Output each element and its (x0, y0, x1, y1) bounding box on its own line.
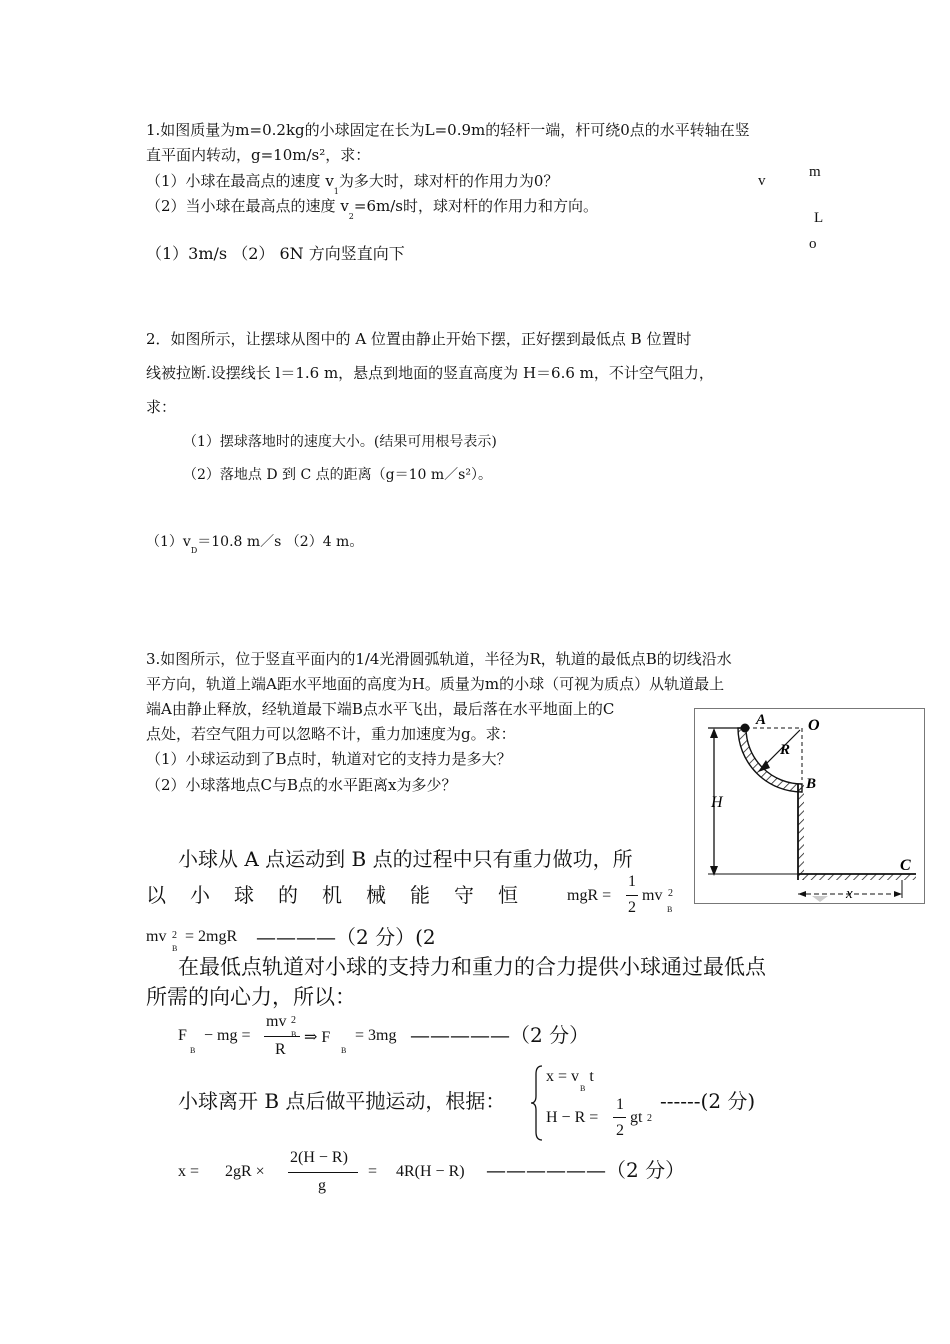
q3-eq1-sup: 2 (668, 888, 673, 899)
q3-solution-line3: 在最低点轨道对小球的支持力和重力的合力提供小球通过最低点 (178, 955, 766, 979)
q1-item1-text-a: （1）小球在最高点的速度 v (146, 172, 334, 190)
q2-stem-line1: 2．如图所示，让摆球从图中的 A 位置由静止开始下摆，正好摆到最低点 B 位置时 (146, 330, 692, 348)
q3-sys-eq1-b: t (589, 1068, 594, 1085)
q3-eq3-mid: − mg = (204, 1027, 251, 1044)
q3-fig-label-C: C (900, 857, 911, 874)
q3-eq1-rhs: mv (642, 887, 663, 904)
q2-answer-sub: D (190, 546, 198, 555)
q1-figure-label-L: L (814, 210, 824, 226)
q3-eq2-sub: B (172, 944, 178, 953)
q3-fig-label-B: B (806, 776, 817, 792)
q3-item2: （2）小球落地点C与B点的水平距离x为多少？ (146, 776, 457, 794)
q3-stem-line1: 3.如图所示，位于竖直平面内的1/4光滑圆弧轨道，半径为R，轨道的最低点B的切线沿水 (146, 650, 732, 668)
q3-eq3-den: R (275, 1041, 286, 1058)
q3-eq5-den: g (318, 1177, 326, 1194)
q3-eq2-lhs: mv (146, 928, 167, 945)
q3-fig-label-H: H (711, 794, 723, 811)
q3-sys-eq1 (546, 1068, 594, 1093)
q1-item2 (146, 195, 598, 221)
q3-eq5-equals: = (368, 1163, 378, 1180)
q3-solution-line2: 以小球的机械能守恒 (146, 883, 542, 907)
q3-sys-eq1-sub: B (580, 1084, 586, 1093)
q1-item2-sub: 2 (348, 212, 354, 221)
q2-stem-line2: 线被拉断.设摆线长 l＝1.6 m，悬点到地面的竖直高度为 H＝6.6 m，不计空气阻力， (146, 364, 714, 382)
q3-eq3-num-sup: 2 (291, 1015, 296, 1026)
q3-eq1-num: 1 (628, 873, 636, 890)
q3-stem-line3: 端A由静止释放，经轨道最下端B点水平飞出，最后落在水平地面上的C (146, 700, 615, 718)
q2-item2: （2）落地点 D 到 C 点的距离（g＝10 m／s²）。 (183, 467, 492, 483)
q3-sys-eq2-b: gt (630, 1109, 643, 1126)
q3-eq5-fraction-bar (288, 1172, 358, 1173)
q3-system-brace (530, 1064, 544, 1142)
q3-eq1-sub: B (667, 905, 673, 914)
q1-item2-text-b: =6m/s时，球对杆的作用力和方向。 (353, 197, 598, 215)
q3-eq3-sub: B (190, 1046, 196, 1055)
q3-eq5-result: 4R(H − R) (396, 1163, 465, 1180)
q3-eq1-lhs: mgR = (567, 887, 612, 904)
q2-answer-b: ＝10.8 m／s （2）4 m。 (197, 534, 364, 550)
q1-item1-text-b: 为多大时，球对杆的作用力为0？ (338, 172, 559, 190)
q3-eq3-fraction-bar (264, 1036, 300, 1037)
q3-eq5-x: x = (178, 1163, 200, 1180)
q3-eq5-a: 2gR × (225, 1163, 265, 1180)
q3-sys-eq2-den: 2 (616, 1122, 624, 1139)
q3-sys-eq1-a: x = v (546, 1068, 580, 1085)
q1-figure-label-m: m (809, 164, 821, 180)
q3-eq3-F: F (178, 1027, 187, 1044)
q3-sys-eq2-fraction-bar (613, 1117, 626, 1118)
q3-solution-line4: 所需的向心力，所以： (146, 985, 356, 1009)
q3-solution-line1: 小球从 A 点运动到 B 点的过程中只有重力做功，所 (178, 847, 633, 871)
q3-eq5-tail: ——————（2 分） (486, 1158, 686, 1182)
q3-sys-eq2-num: 1 (616, 1096, 624, 1113)
q1-item1-sub: 1 (333, 187, 339, 196)
q2-answer (146, 531, 364, 555)
q3-solution-line5: 小球离开 B 点后做平抛运动，根据： (178, 1089, 506, 1113)
q3-system-tail: ------(2 分) (660, 1089, 756, 1113)
q1-stem-line1: 1.如图质量为m=0.2kg的小球固定在长为L=0.9m的轻杆一端，杆可绕0点的水平转轴在竖 (146, 121, 750, 139)
q3-item1: （1）小球运动到了B点时，轨道对它的支持力是多大？ (146, 750, 512, 768)
q3-stem-line4: 点处，若空气阻力可以忽略不计，重力加速度为g。求： (146, 725, 516, 743)
q3-fig-label-A: A (756, 712, 767, 728)
q2-item1: （1）摆球落地时的速度大小。(结果可用根号表示) (183, 434, 497, 450)
q3-eq1-fraction-bar (626, 895, 638, 896)
q3-sys-eq2-sup: 2 (647, 1113, 652, 1124)
q3-eq3-tail: —————（2 分） (410, 1023, 590, 1047)
q3-sys-eq2-a: H − R = (546, 1109, 599, 1126)
q3-eq5-num: 2(H − R) (290, 1149, 348, 1166)
q1-figure-label-v: v (758, 173, 766, 189)
q3-fig-label-O: O (808, 717, 820, 734)
q1-figure-label-o: o (809, 236, 817, 252)
q3-eq3-num: mv (266, 1013, 287, 1030)
q3-eq2-rhs: = 2mgR (185, 928, 238, 945)
q3-track-figure (694, 708, 925, 904)
q3-eq2-sup: 2 (172, 930, 177, 941)
q2-answer-a: （1）v (146, 534, 191, 550)
q3-eq2-tail: ————（2 分）(2 (256, 925, 436, 949)
q3-eq1-den: 2 (628, 899, 636, 916)
q2-stem-line3: 求： (146, 398, 177, 416)
q3-fig-label-R: R (780, 742, 791, 758)
q3-fig-label-x: x (846, 886, 853, 902)
q1-stem-line2: 直平面内转动，g=10m/s²，求： (146, 146, 371, 164)
q3-eq3-result: = 3mg (355, 1027, 397, 1044)
q1-item1 (146, 170, 559, 196)
q3-eq3-implies: ⇒ F (304, 1029, 331, 1046)
q3-stem-line2: 平方向，轨道上端A距水平地面的高度为H。质量为m的小球（可视为质点）从轨道最上 (146, 675, 725, 693)
q3-eq3-num-sub: B (291, 1030, 297, 1039)
q1-answer: （1）3m/s （2） 6N 方向竖直向下 (146, 244, 405, 263)
q3-eq3-sub2: B (341, 1046, 347, 1055)
q1-item2-text-a: （2）当小球在最高点的速度 v (146, 197, 349, 215)
